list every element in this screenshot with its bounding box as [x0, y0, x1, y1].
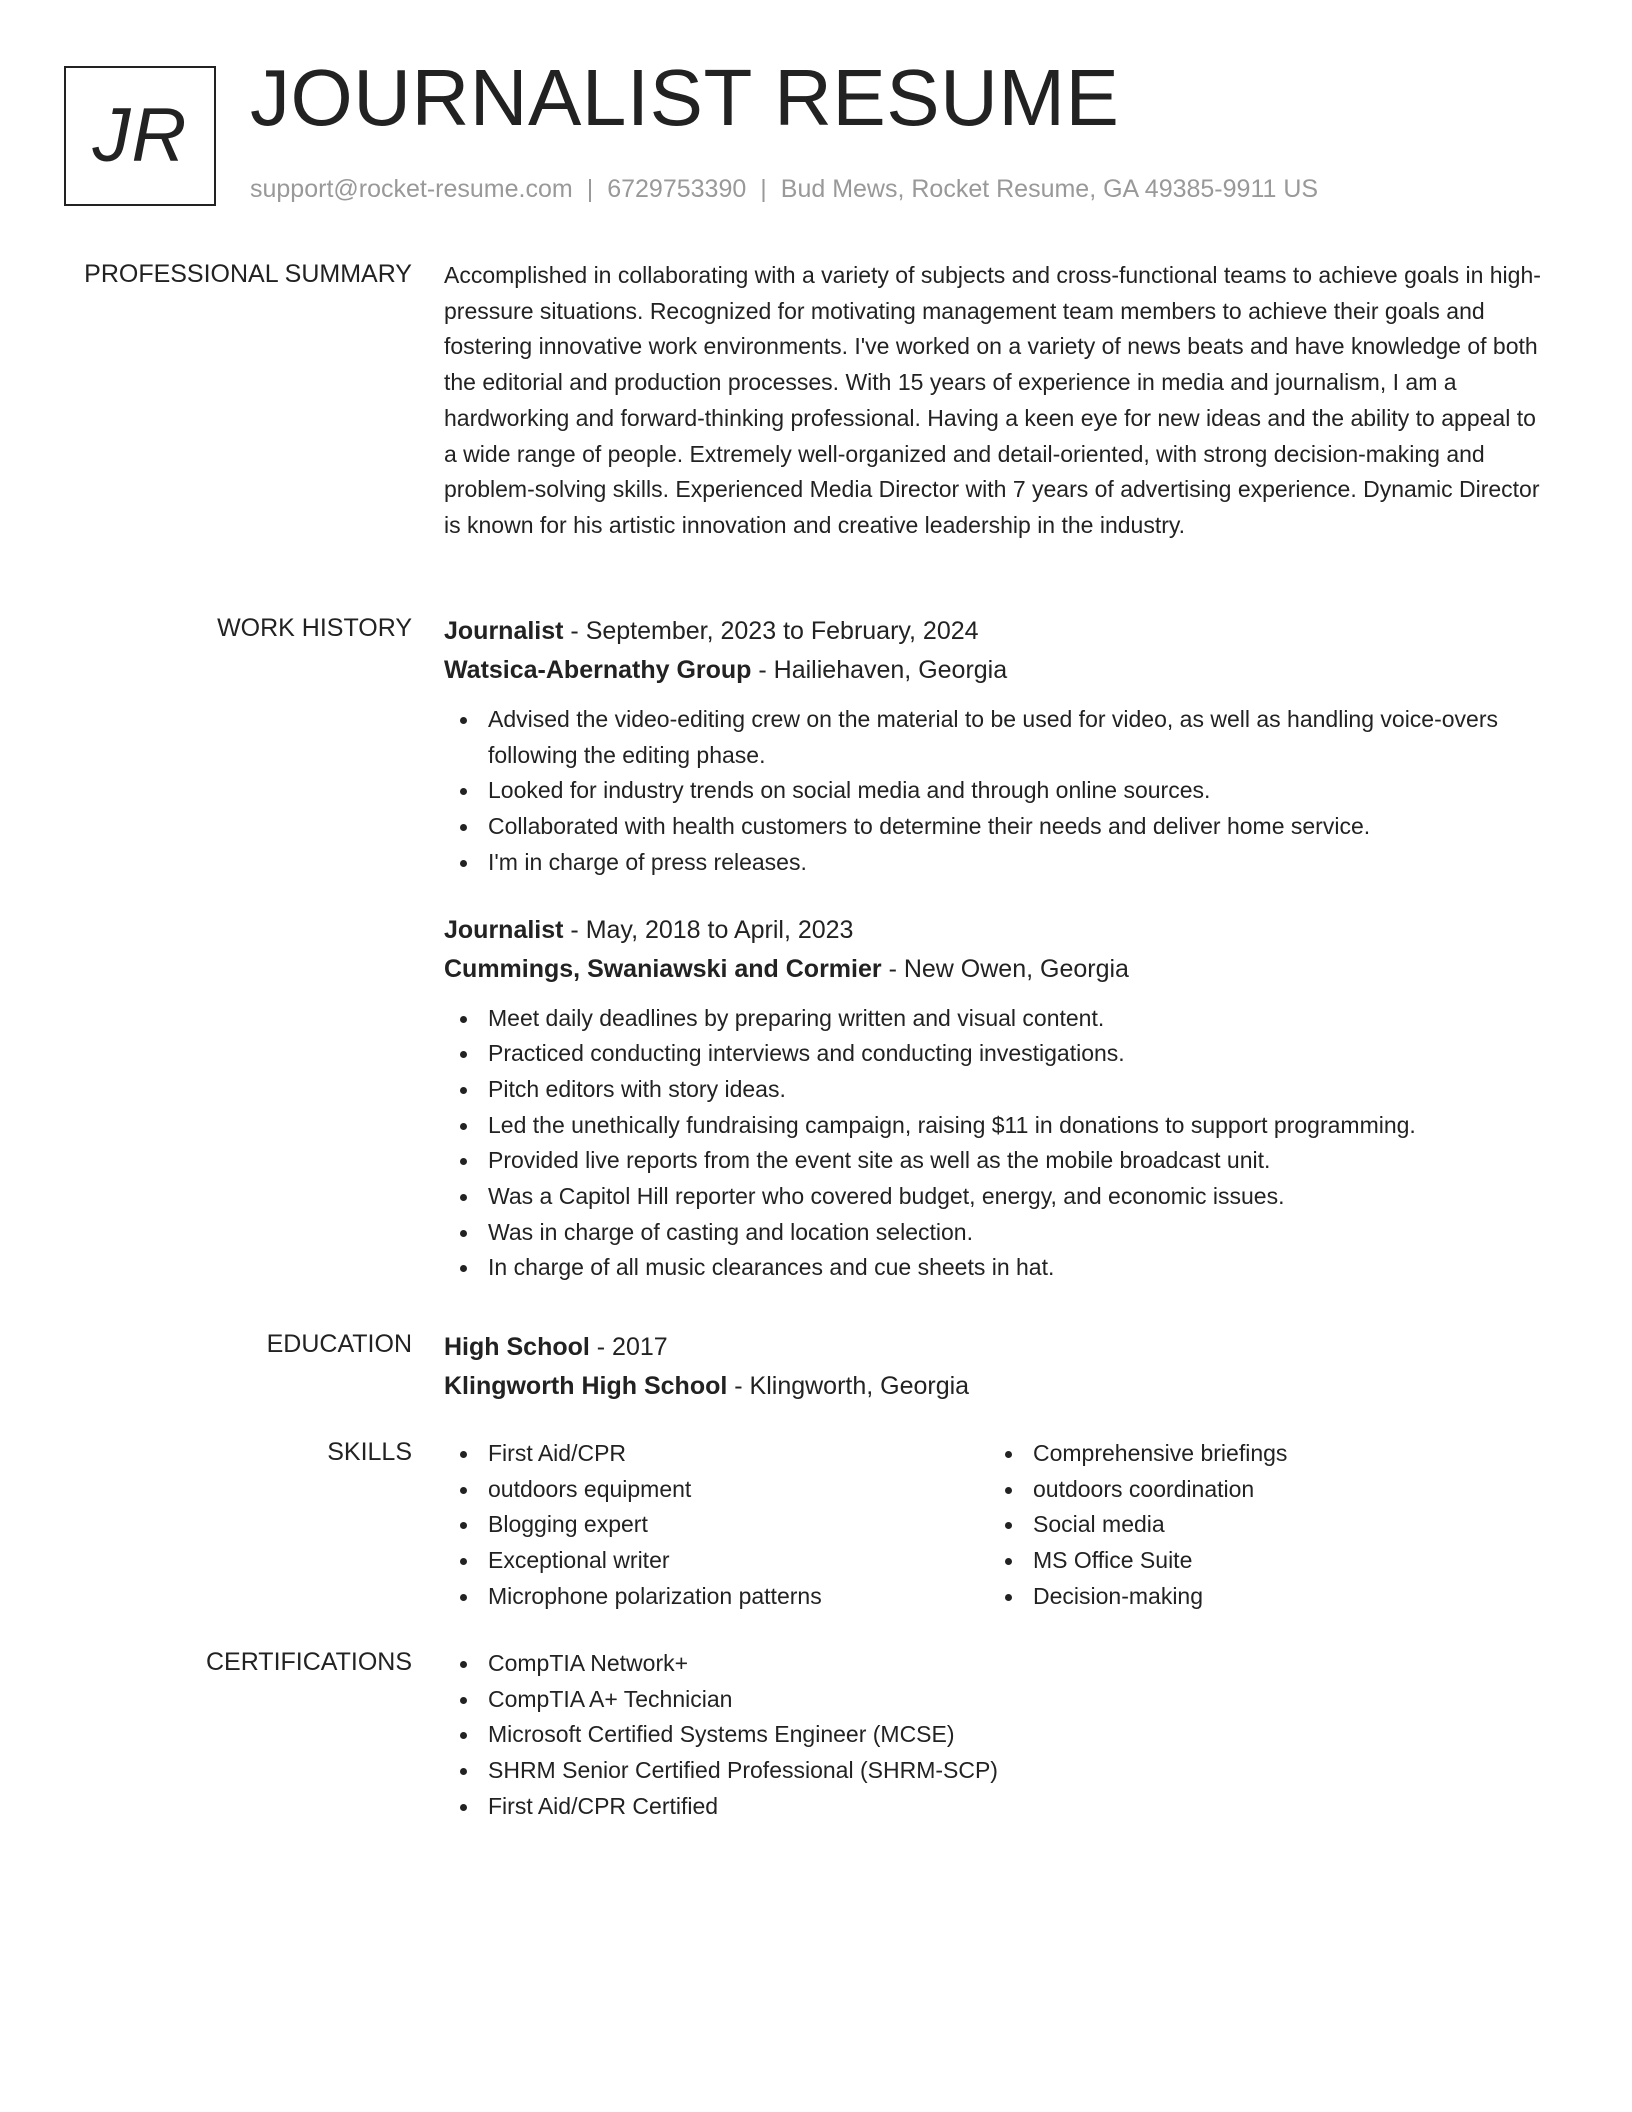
skill-item: Comprehensive briefings: [989, 1436, 1534, 1472]
skills-list-left: [444, 1436, 989, 1615]
list-item: I'm in charge of press releases.: [444, 845, 1544, 881]
list-item: Pitch editors with story ideas.: [444, 1072, 1544, 1108]
education-school-line: [444, 1367, 1544, 1406]
education-degree: High School: [444, 1333, 590, 1361]
skill-item: outdoors coordination: [989, 1472, 1534, 1508]
list-item: Practiced conducting interviews and conducting investigations.: [444, 1036, 1544, 1072]
education-degree-line: [444, 1328, 1544, 1367]
job-entry: [444, 612, 1544, 881]
section-title-work-history: WORK HISTORY: [217, 614, 412, 642]
skill-item: Decision-making: [989, 1579, 1534, 1615]
skill-item: Microphone polarization patterns: [444, 1579, 989, 1615]
list-item: In charge of all music clearances and cue sheets in hat.: [444, 1250, 1544, 1286]
job-title-line: [444, 612, 1544, 651]
education-body: [444, 1328, 1544, 1406]
monogram-logo: [64, 66, 216, 206]
skill-item: Social media: [989, 1507, 1534, 1543]
skills-body: [444, 1436, 1544, 1615]
job-role: Journalist: [444, 915, 564, 944]
contact-separator: |: [586, 175, 594, 203]
section-title-certifications: CERTIFICATIONS: [205, 1648, 412, 1676]
certification-item: CompTIA Network+: [444, 1646, 1544, 1682]
list-item: Was in charge of casting and location selection.: [444, 1215, 1544, 1251]
job-dates: - May, 2018 to April, 2023: [563, 915, 854, 944]
job-company: Cummings, Swaniawski and Cormier: [444, 954, 882, 983]
job-entry: [444, 911, 1544, 1287]
list-item: Led the unethically fundraising campaign, raising $11 in donations to support programming.: [444, 1108, 1544, 1144]
section-title-education: EDUCATION: [266, 1330, 412, 1358]
summary-text: Accomplished in collaborating with a variety of subjects and cross-functional teams to achieve goals in high-pressure situations. Recognized for motivating management team members to achieve their goals and fostering innovative work environments. I've worked on a variety of news beats and have knowledge of both the editorial and production processes. With 15 years of experience in media and journalism, I am a hardworking and forward-thinking professional. Having a keen eye for new ideas and the ability to appeal to a wide range of people. Extremely well-organized and detail-oriented, with strong decision-making and problem-solving skills. Experienced Media Director with 7 years of advertising experience. Dynamic Director is known for his artistic innovation and creative leadership in the industry.: [444, 262, 1541, 538]
contact-address: Bud Mews, Rocket Resume, GA 49385-9911 US: [780, 175, 1319, 203]
skill-item: Blogging expert: [444, 1507, 989, 1543]
job-duties-list: [444, 1001, 1544, 1287]
list-item: Looked for industry trends on social media and through online sources.: [444, 773, 1544, 809]
job-company-line: [444, 950, 1544, 989]
list-item: Advised the video-editing crew on the material to be used for video, as well as handling voice-overs following the editing phase.: [444, 702, 1544, 773]
contact-email[interactable]: support@rocket-resume.com: [250, 175, 573, 203]
certification-item: First Aid/CPR Certified: [444, 1789, 1544, 1825]
list-item: Was a Capitol Hill reporter who covered budget, energy, and economic issues.: [444, 1179, 1544, 1215]
job-title-line: [444, 911, 1544, 950]
certification-item: Microsoft Certified Systems Engineer (MCSE): [444, 1717, 1544, 1753]
contact-line: [250, 174, 1318, 204]
list-item: Meet daily deadlines by preparing written and visual content.: [444, 1001, 1544, 1037]
work-history-body: [444, 612, 1544, 1286]
skill-item: MS Office Suite: [989, 1543, 1534, 1579]
job-location: - Hailiehaven, Georgia: [751, 656, 1008, 684]
list-item: Provided live reports from the event site as well as the mobile broadcast unit.: [444, 1143, 1544, 1179]
education-location: - Klingworth, Georgia: [727, 1372, 970, 1400]
certifications-body: [444, 1646, 1544, 1825]
skill-item: outdoors equipment: [444, 1472, 989, 1508]
section-title-skills: SKILLS: [327, 1438, 412, 1466]
education-year: - 2017: [589, 1333, 668, 1361]
job-duties-list: [444, 702, 1544, 881]
certifications-list: [444, 1646, 1544, 1825]
skills-list-right: [989, 1436, 1534, 1615]
certification-item: SHRM Senior Certified Professional (SHRM-SCP): [444, 1753, 1544, 1789]
monogram-initials: JR: [92, 93, 188, 178]
skill-item: First Aid/CPR: [444, 1436, 989, 1472]
contact-phone[interactable]: 6729753390: [607, 175, 747, 203]
contact-separator: |: [760, 175, 767, 203]
job-company: Watsica-Abernathy Group: [444, 656, 752, 684]
certification-item: CompTIA A+ Technician: [444, 1682, 1544, 1718]
job-company-line: [444, 651, 1544, 690]
job-location: - New Owen, Georgia: [881, 954, 1129, 983]
job-dates: - September, 2023 to February, 2024: [563, 617, 979, 645]
section-title-summary: PROFESSIONAL SUMMARY: [84, 260, 412, 288]
education-school: Klingworth High School: [444, 1372, 728, 1400]
list-item: Collaborated with health customers to determine their needs and deliver home service.: [444, 809, 1544, 845]
resume-title: JOURNALIST RESUME: [250, 53, 1120, 142]
skill-item: Exceptional writer: [444, 1543, 989, 1579]
job-role: Journalist: [444, 617, 564, 645]
